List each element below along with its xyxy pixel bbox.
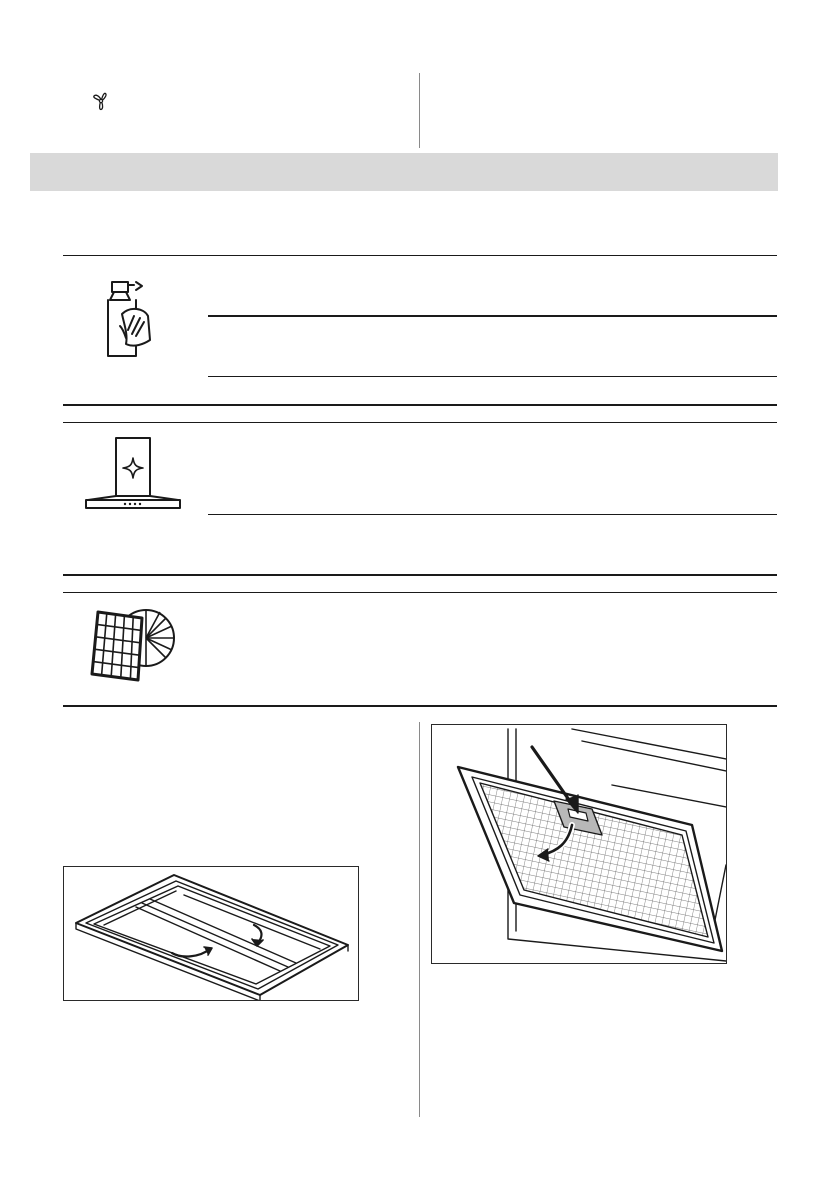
spray-and-cloth-icon <box>100 278 162 362</box>
charcoal-filter-icon <box>80 600 180 686</box>
table-row-divider <box>63 592 777 593</box>
table-subrow-divider <box>208 376 777 377</box>
table-row-divider <box>63 404 777 406</box>
table-bottom-divider <box>63 705 777 707</box>
table-cell <box>210 600 770 696</box>
table-row-divider <box>63 255 777 256</box>
hood-clean-icon <box>84 436 182 510</box>
fan-icon <box>90 90 112 112</box>
column-divider-bottom <box>419 722 420 1117</box>
table-cell <box>210 430 770 508</box>
hood-underside-filter-figure <box>63 866 359 1001</box>
table-cell <box>210 320 770 372</box>
column-divider-top <box>419 73 420 148</box>
table-cell <box>210 520 770 568</box>
table-subrow-divider <box>208 315 777 317</box>
section-header-bar <box>30 153 778 191</box>
grease-filter-release-figure <box>431 724 727 964</box>
table-row-divider <box>63 422 777 423</box>
table-cell <box>210 262 770 312</box>
table-row-divider <box>63 574 777 576</box>
table-subrow-divider <box>208 514 777 515</box>
